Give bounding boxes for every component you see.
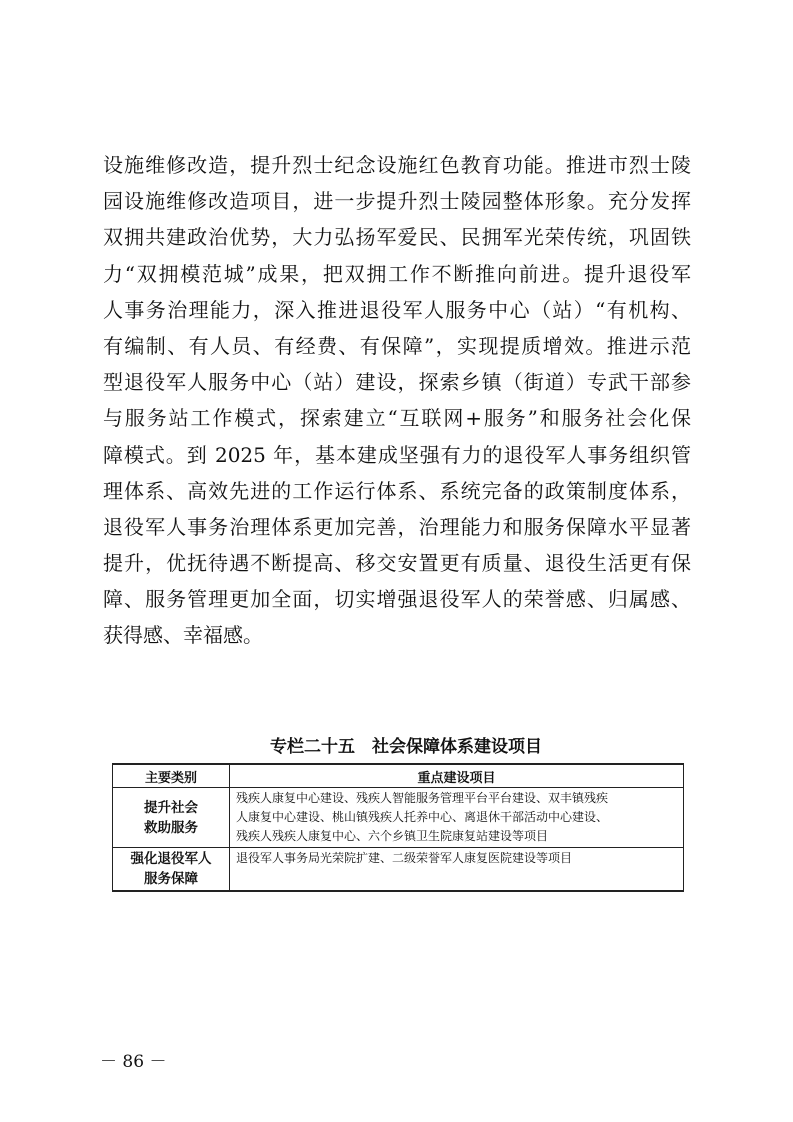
item-line: 残疾人康复中心建设、残疾人智能服务管理平台平台建设、双丰镇残疾 [236, 791, 609, 805]
paragraph-line: 退役军人事务治理体系更加完善，治理能力和服务保障水平显著 [103, 514, 691, 539]
category-cell [113, 848, 230, 892]
paragraph-line: 获得感、幸福感。 [103, 623, 263, 648]
paragraph-line: 障模式。到 2025 年，基本建成坚强有力的退役军人事务组织管 [103, 442, 691, 467]
table-row [113, 788, 684, 848]
header-items: 重点建设项目 [230, 764, 684, 788]
paragraph-line: 有编制、有人员、有经费、有保障”，实现提质增效。推进示范 [103, 333, 691, 358]
paragraph-line: 提升，优抚待遇不断提高、移交安置更有质量、退役生活更有保 [103, 551, 691, 576]
category-line: 强化退役军人 [130, 851, 212, 867]
paragraph-line: 力“双拥模范城”成果，把双拥工作不断推向前进。提升退役军 [103, 261, 691, 286]
category-line: 救助服务 [144, 819, 198, 836]
paragraph-line: 型退役军人服务中心（站）建设，探索乡镇（街道）专武干部参 [103, 370, 691, 395]
item-line: 退役军人事务局光荣院扩建、二级荣誉军人康复医院建设等项目 [236, 851, 573, 865]
category-line: 提升社会 [144, 799, 198, 816]
project-table [112, 763, 684, 892]
paragraph-line: 设施维修改造，提升烈士纪念设施红色教育功能。推进市烈士陵 [103, 153, 691, 177]
items-cell [230, 848, 684, 892]
category-cell [113, 788, 230, 848]
paragraph-line: 障、服务管理更加全面，切实增强退役军人的荣誉感、归属感、 [103, 587, 691, 612]
table-header-row [113, 764, 684, 788]
paragraph-line: 园设施维修改造项目，进一步提升烈士陵园整体形象。充分发挥 [103, 189, 691, 214]
table-row [113, 848, 684, 892]
items-cell [230, 788, 684, 848]
paragraph-line: 与服务站工作模式，探索建立“互联网+服务”和服务社会化保 [103, 406, 691, 431]
body-paragraph [103, 147, 691, 654]
item-line: 人康复中心建设、桃山镇残疾人托养中心、离退休干部活动中心建设、 [236, 810, 609, 824]
header-category: 主要类别 [113, 764, 230, 788]
paragraph-line: 理体系、高效先进的工作运行体系、系统完备的政策制度体系， [103, 478, 691, 503]
paragraph-line: 双拥共建政治优势，大力弘扬军爱民、民拥军光荣传统，巩固铁 [103, 225, 691, 250]
page-number: － 86 － [100, 1052, 167, 1072]
paragraph-line: 人事务治理能力，深入推进退役军人服务中心（站）“有机构、 [103, 297, 691, 322]
item-line: 残疾人残疾人康复中心、六个乡镇卫生院康复站建设等项目 [236, 829, 549, 843]
box-title: 专栏二十五 社会保障体系建设项目 [270, 737, 542, 757]
category-line: 服务保障 [144, 871, 198, 887]
